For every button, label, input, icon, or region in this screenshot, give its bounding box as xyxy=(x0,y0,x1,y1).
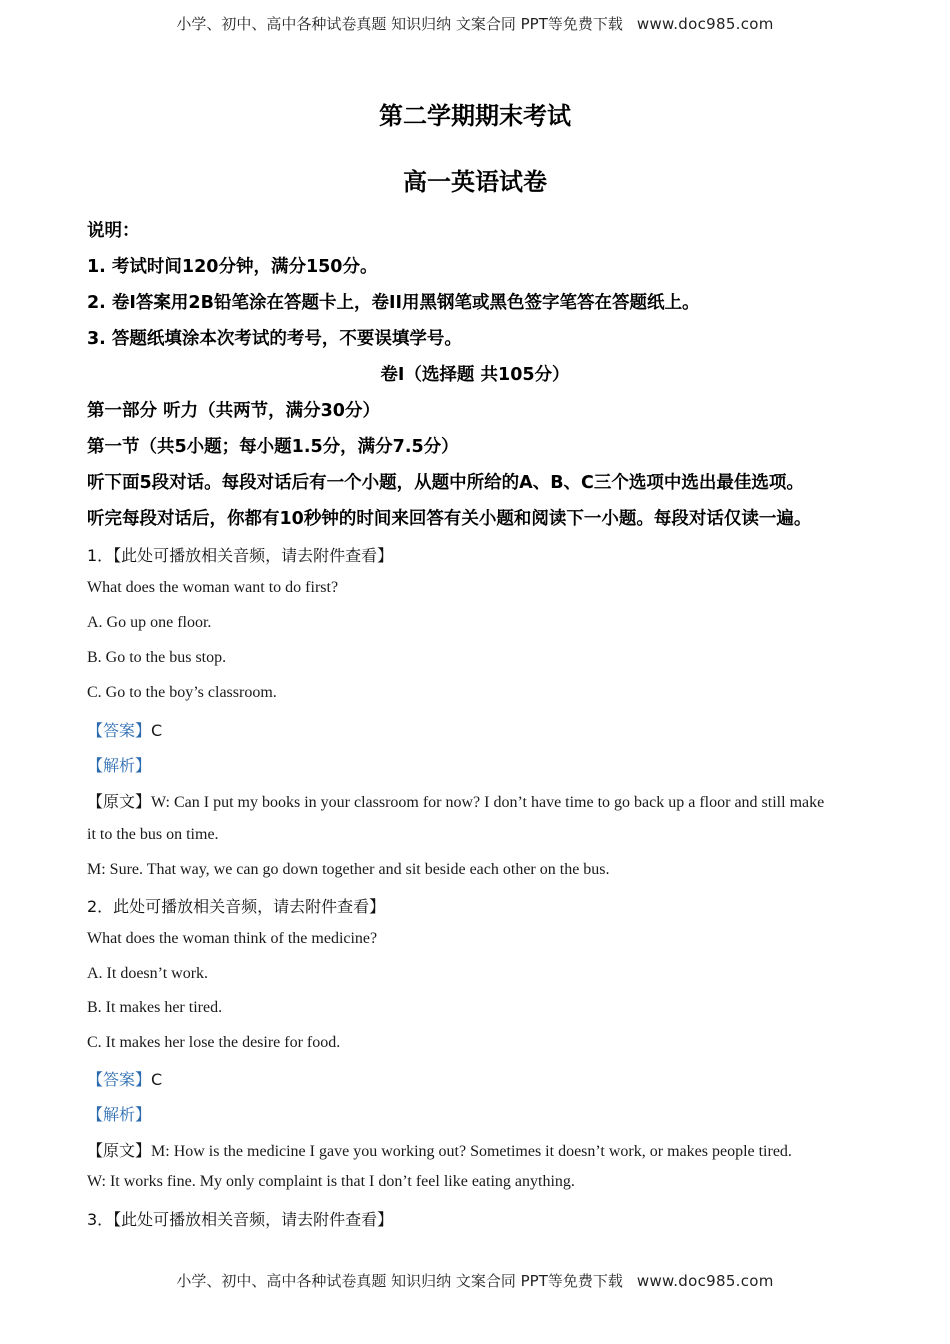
directions-line: 听完每段对话后，你都有10秒钟的时间来回答有关小题和阅读下一小题。每段对话仅读一遍。 xyxy=(87,509,812,529)
option-a: A. It doesn’t work. xyxy=(87,965,209,982)
analysis-label: 【解析】 xyxy=(87,756,152,775)
transcript-line xyxy=(87,789,880,812)
footer-url[interactable]: www.doc985.com xyxy=(636,1272,774,1290)
option-c: C. Go to the boy’s classroom. xyxy=(87,684,277,701)
answer-value: C xyxy=(151,721,163,740)
answer-value: C xyxy=(151,1070,163,1089)
transcript-text: M: How is the medicine I gave you working out? Sometimes it doesn’t work, or makes people tired. xyxy=(151,1143,792,1160)
transcript-line xyxy=(87,1138,880,1161)
section-title: 卷I（选择题 共105分） xyxy=(380,365,570,385)
header-text: 小学、初中、高中各种试卷真题 知识归纳 文案合同 PPT等免费下载 xyxy=(176,15,623,33)
answer-line xyxy=(87,1067,880,1090)
question-text: What does the woman think of the medicine? xyxy=(87,930,378,947)
exam-subtitle: 高一英语试卷 xyxy=(403,168,547,196)
header-url[interactable]: www.doc985.com xyxy=(636,15,774,33)
question-text: What does the woman want to do first? xyxy=(87,579,339,596)
subsection-title: 第一节（共5小题；每小题1.5分，满分7.5分） xyxy=(87,437,459,457)
transcript-line: W: It works fine. My only complaint is that I don’t feel like eating anything. xyxy=(87,1173,575,1190)
analysis-label: 【解析】 xyxy=(87,1105,152,1124)
instruction-item: 3. 答题纸填涂本次考试的考号，不要误填学号。 xyxy=(87,329,462,349)
instruction-item: 2. 卷I答案用2B铅笔涂在答题卡上，卷II用黑钢笔或黑色签字笔答在答题纸上。 xyxy=(87,293,700,313)
audio-placeholder[interactable]: 2．此处可播放相关音频，请去附件查看】 xyxy=(87,897,386,916)
answer-label: 【答案】 xyxy=(87,1070,152,1089)
option-a: A. Go up one floor. xyxy=(87,614,212,631)
transcript-line: it to the bus on time. xyxy=(87,826,219,843)
exam-title: 第二学期期末考试 xyxy=(379,102,571,130)
option-b: B. Go to the bus stop. xyxy=(87,649,227,666)
instructions-heading: 说明： xyxy=(87,221,140,241)
option-b: B. It makes her tired. xyxy=(87,999,223,1016)
answer-label: 【答案】 xyxy=(87,721,152,740)
transcript-label: 【原文】 xyxy=(87,1141,152,1160)
audio-placeholder[interactable]: 3．【此处可播放相关音频，请去附件查看】 xyxy=(87,1210,394,1229)
option-c: C. It makes her lose the desire for food. xyxy=(87,1034,341,1051)
transcript-line: M: Sure. That way, we can go down together and sit beside each other on the bus. xyxy=(87,861,610,878)
instruction-item: 1. 考试时间120分钟，满分150分。 xyxy=(87,257,378,277)
page-header xyxy=(0,13,950,34)
audio-placeholder[interactable]: 1．【此处可播放相关音频，请去附件查看】 xyxy=(87,546,394,565)
answer-line xyxy=(87,718,880,741)
transcript-label: 【原文】 xyxy=(87,792,152,811)
footer-text: 小学、初中、高中各种试卷真题 知识归纳 文案合同 PPT等免费下载 xyxy=(176,1272,623,1290)
transcript-text: W: Can I put my books in your classroom for now? I don’t have time to go back up a floor and still make xyxy=(151,794,825,811)
page-footer xyxy=(0,1270,950,1291)
directions-line: 听下面5段对话。每段对话后有一个小题，从题中所给的A、B、C三个选项中选出最佳选项。 xyxy=(87,473,804,493)
part-title: 第一部分 听力（共两节，满分30分） xyxy=(87,401,380,421)
